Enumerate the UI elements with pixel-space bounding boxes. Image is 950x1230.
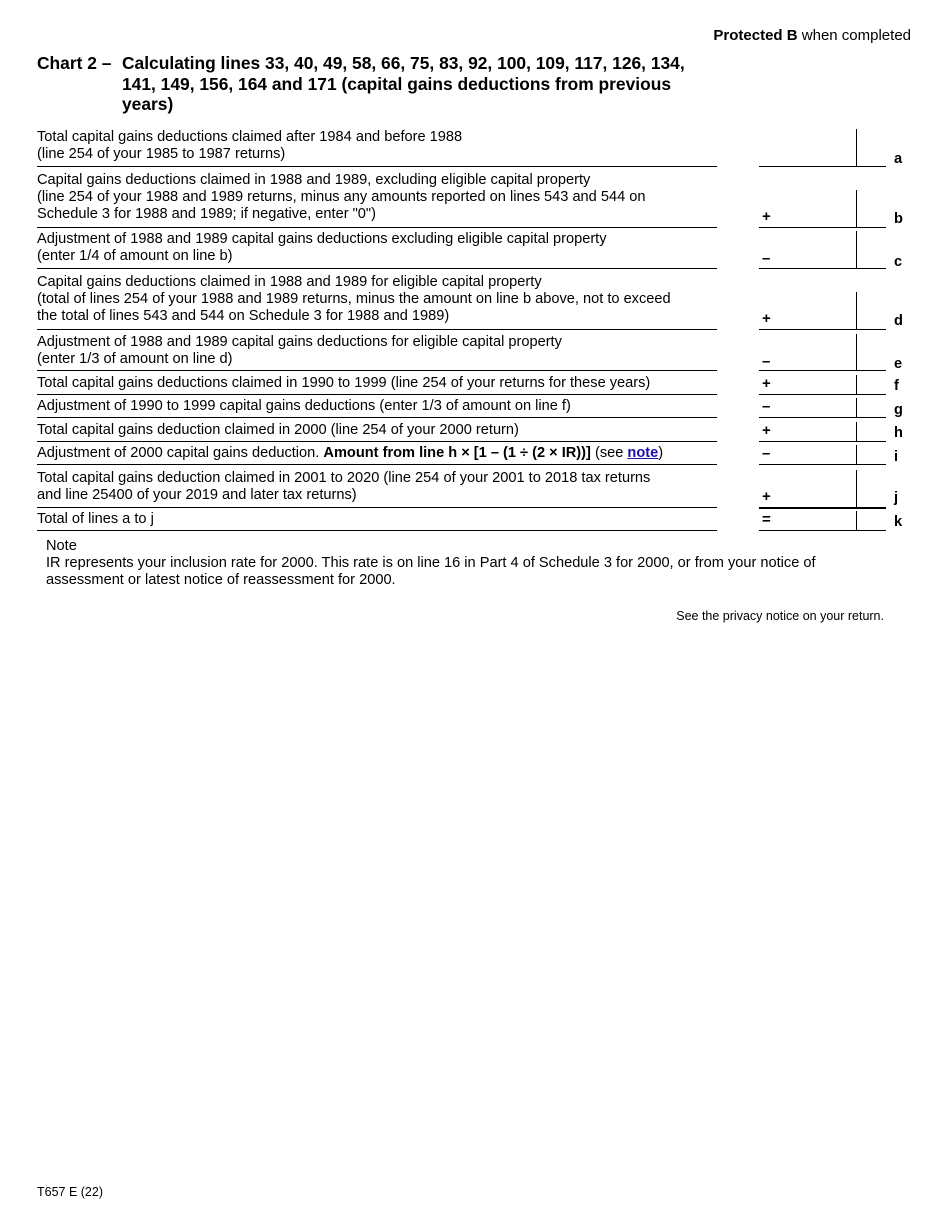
cents-input-d[interactable] xyxy=(856,292,886,330)
row-text-line: the total of lines 543 and 544 on Schedule 3 for 1988 and 1989) xyxy=(37,308,450,324)
row-operator: + xyxy=(762,422,771,439)
form-code: T657 E (22) xyxy=(37,1185,104,1199)
privacy-notice: See the privacy notice on your return. xyxy=(676,609,884,623)
row-text-line: Adjustment of 1988 and 1989 capital gains deductions excluding eligible capital property xyxy=(37,231,607,247)
line-letter-e: e xyxy=(894,356,903,372)
note-section xyxy=(46,538,906,589)
row-i-plain-text: Adjustment of 2000 capital gains deduction. xyxy=(37,445,320,461)
row-description xyxy=(37,274,717,330)
row-text-line: Total capital gains deductions claimed after 1984 and before 1988 xyxy=(37,129,463,145)
amount-input-c[interactable] xyxy=(759,231,856,269)
row-operator: = xyxy=(762,511,771,528)
row-text-line: Total capital gains deduction claimed in 2000 (line 254 of your 2000 return) xyxy=(37,422,519,438)
amount-input-e[interactable] xyxy=(759,334,856,371)
row-description xyxy=(37,231,717,269)
amount-input-g[interactable] xyxy=(759,398,856,418)
cents-input-i[interactable] xyxy=(856,445,886,465)
row-description xyxy=(37,375,717,395)
line-letter-d: d xyxy=(894,313,903,329)
row-description xyxy=(37,334,717,371)
amount-input-h[interactable] xyxy=(759,422,856,442)
row-operator: – xyxy=(762,398,771,415)
note-text-line: IR represents your inclusion rate for 2000. This rate is on line 16 in Part 4 of Schedule 3 for 2000, or from your notice of xyxy=(46,555,816,571)
line-letter-c: c xyxy=(894,254,903,270)
cents-input-h[interactable] xyxy=(856,422,886,442)
amount-input-a[interactable] xyxy=(759,129,856,167)
row-text-line: and line 25400 of your 2019 and later tax returns) xyxy=(37,487,357,503)
line-letter-h: h xyxy=(894,425,903,441)
line-letter-k: k xyxy=(894,514,903,530)
row-operator: + xyxy=(762,208,771,225)
row-description xyxy=(37,422,717,442)
row-description xyxy=(37,470,717,508)
row-text-line: Adjustment of 1990 to 1999 capital gains deductions (enter 1/3 of amount on line f) xyxy=(37,398,571,414)
cents-input-c[interactable] xyxy=(856,231,886,269)
row-operator: – xyxy=(762,445,771,462)
line-letter-i: i xyxy=(894,449,899,465)
amount-input-b[interactable] xyxy=(759,190,856,228)
row-operator: – xyxy=(762,250,771,267)
cents-input-e[interactable] xyxy=(856,334,886,371)
protected-b-rest: when completed xyxy=(801,27,911,44)
row-text-line: (total of lines 254 of your 1988 and 1989 returns, minus the amount on line b above, not to exceed xyxy=(37,291,671,307)
row-text-line: Total capital gains deduction claimed in 2001 to 2020 (line 254 of your 2001 to 2018 tax returns xyxy=(37,470,651,486)
row-description xyxy=(37,398,717,418)
chart-title-line: 141, 149, 156, 164 and 171 (capital gains deductions from previous xyxy=(122,73,671,94)
row-i-formula: Amount from line h × [1 – (1 ÷ (2 × IR))] xyxy=(323,445,591,461)
row-text-line: (enter 1/4 of amount on line b) xyxy=(37,248,233,264)
chart-title-line: Calculating lines 33, 40, 49, 58, 66, 75, 83, 92, 100, 109, 117, 126, 134, xyxy=(122,53,685,73)
cents-input-a[interactable] xyxy=(856,129,886,167)
cents-input-f[interactable] xyxy=(856,375,886,395)
row-description xyxy=(37,445,717,465)
line-letter-g: g xyxy=(894,402,903,418)
line-letter-a: a xyxy=(894,151,903,167)
line-letter-b: b xyxy=(894,211,903,227)
amount-input-d[interactable] xyxy=(759,292,856,330)
amount-input-f[interactable] xyxy=(759,375,856,395)
row-operator: + xyxy=(762,488,771,505)
amount-input-j[interactable] xyxy=(759,470,856,509)
note-heading: Note xyxy=(46,538,77,554)
row-text-line xyxy=(37,445,717,462)
cents-input-k[interactable] xyxy=(856,511,886,531)
line-letter-f: f xyxy=(894,378,899,394)
row-text-line: Capital gains deductions claimed in 1988 and 1989 for eligible capital property xyxy=(37,274,542,290)
row-description xyxy=(37,172,717,228)
row-text-line: (enter 1/3 of amount on line d) xyxy=(37,351,233,367)
row-text-line: Total of lines a to j xyxy=(37,511,154,527)
row-text-line: Schedule 3 for 1988 and 1989; if negative, enter "0") xyxy=(37,206,376,222)
cents-input-g[interactable] xyxy=(856,398,886,418)
row-operator: + xyxy=(762,310,771,327)
row-description xyxy=(37,129,717,167)
cents-input-b[interactable] xyxy=(856,190,886,228)
row-text-line: (line 254 of your 1985 to 1987 returns) xyxy=(37,146,286,162)
amount-input-k[interactable] xyxy=(759,511,856,531)
row-text-line: Capital gains deductions claimed in 1988 and 1989, excluding eligible capital property xyxy=(37,172,591,188)
row-text-line: (line 254 of your 1988 and 1989 returns, minus any amounts reported on lines 543 and 544 on xyxy=(37,189,646,205)
note-text-line: assessment or latest notice of reassessment for 2000. xyxy=(46,572,396,588)
row-operator: – xyxy=(762,353,771,370)
row-description xyxy=(37,511,717,531)
row-operator: + xyxy=(762,375,771,392)
cents-input-j[interactable] xyxy=(856,470,886,509)
protected-b-bold: Protected B xyxy=(713,27,798,44)
row-text-line: Total capital gains deductions claimed in 1990 to 1999 (line 254 of your returns for these years) xyxy=(37,375,651,391)
row-text-line: Adjustment of 1988 and 1989 capital gains deductions for eligible capital property xyxy=(37,334,562,350)
chart-title-line: years) xyxy=(122,94,174,114)
line-letter-j: j xyxy=(894,490,899,506)
chart-title-prefix: Chart 2 – xyxy=(37,53,112,73)
note-link[interactable]: note xyxy=(627,445,659,461)
chart-title xyxy=(37,53,737,115)
amount-input-i[interactable] xyxy=(759,445,856,465)
row-i-see-text: (see xyxy=(594,445,624,461)
protected-b-label xyxy=(713,27,911,44)
row-i-close-paren: ) xyxy=(658,445,664,461)
